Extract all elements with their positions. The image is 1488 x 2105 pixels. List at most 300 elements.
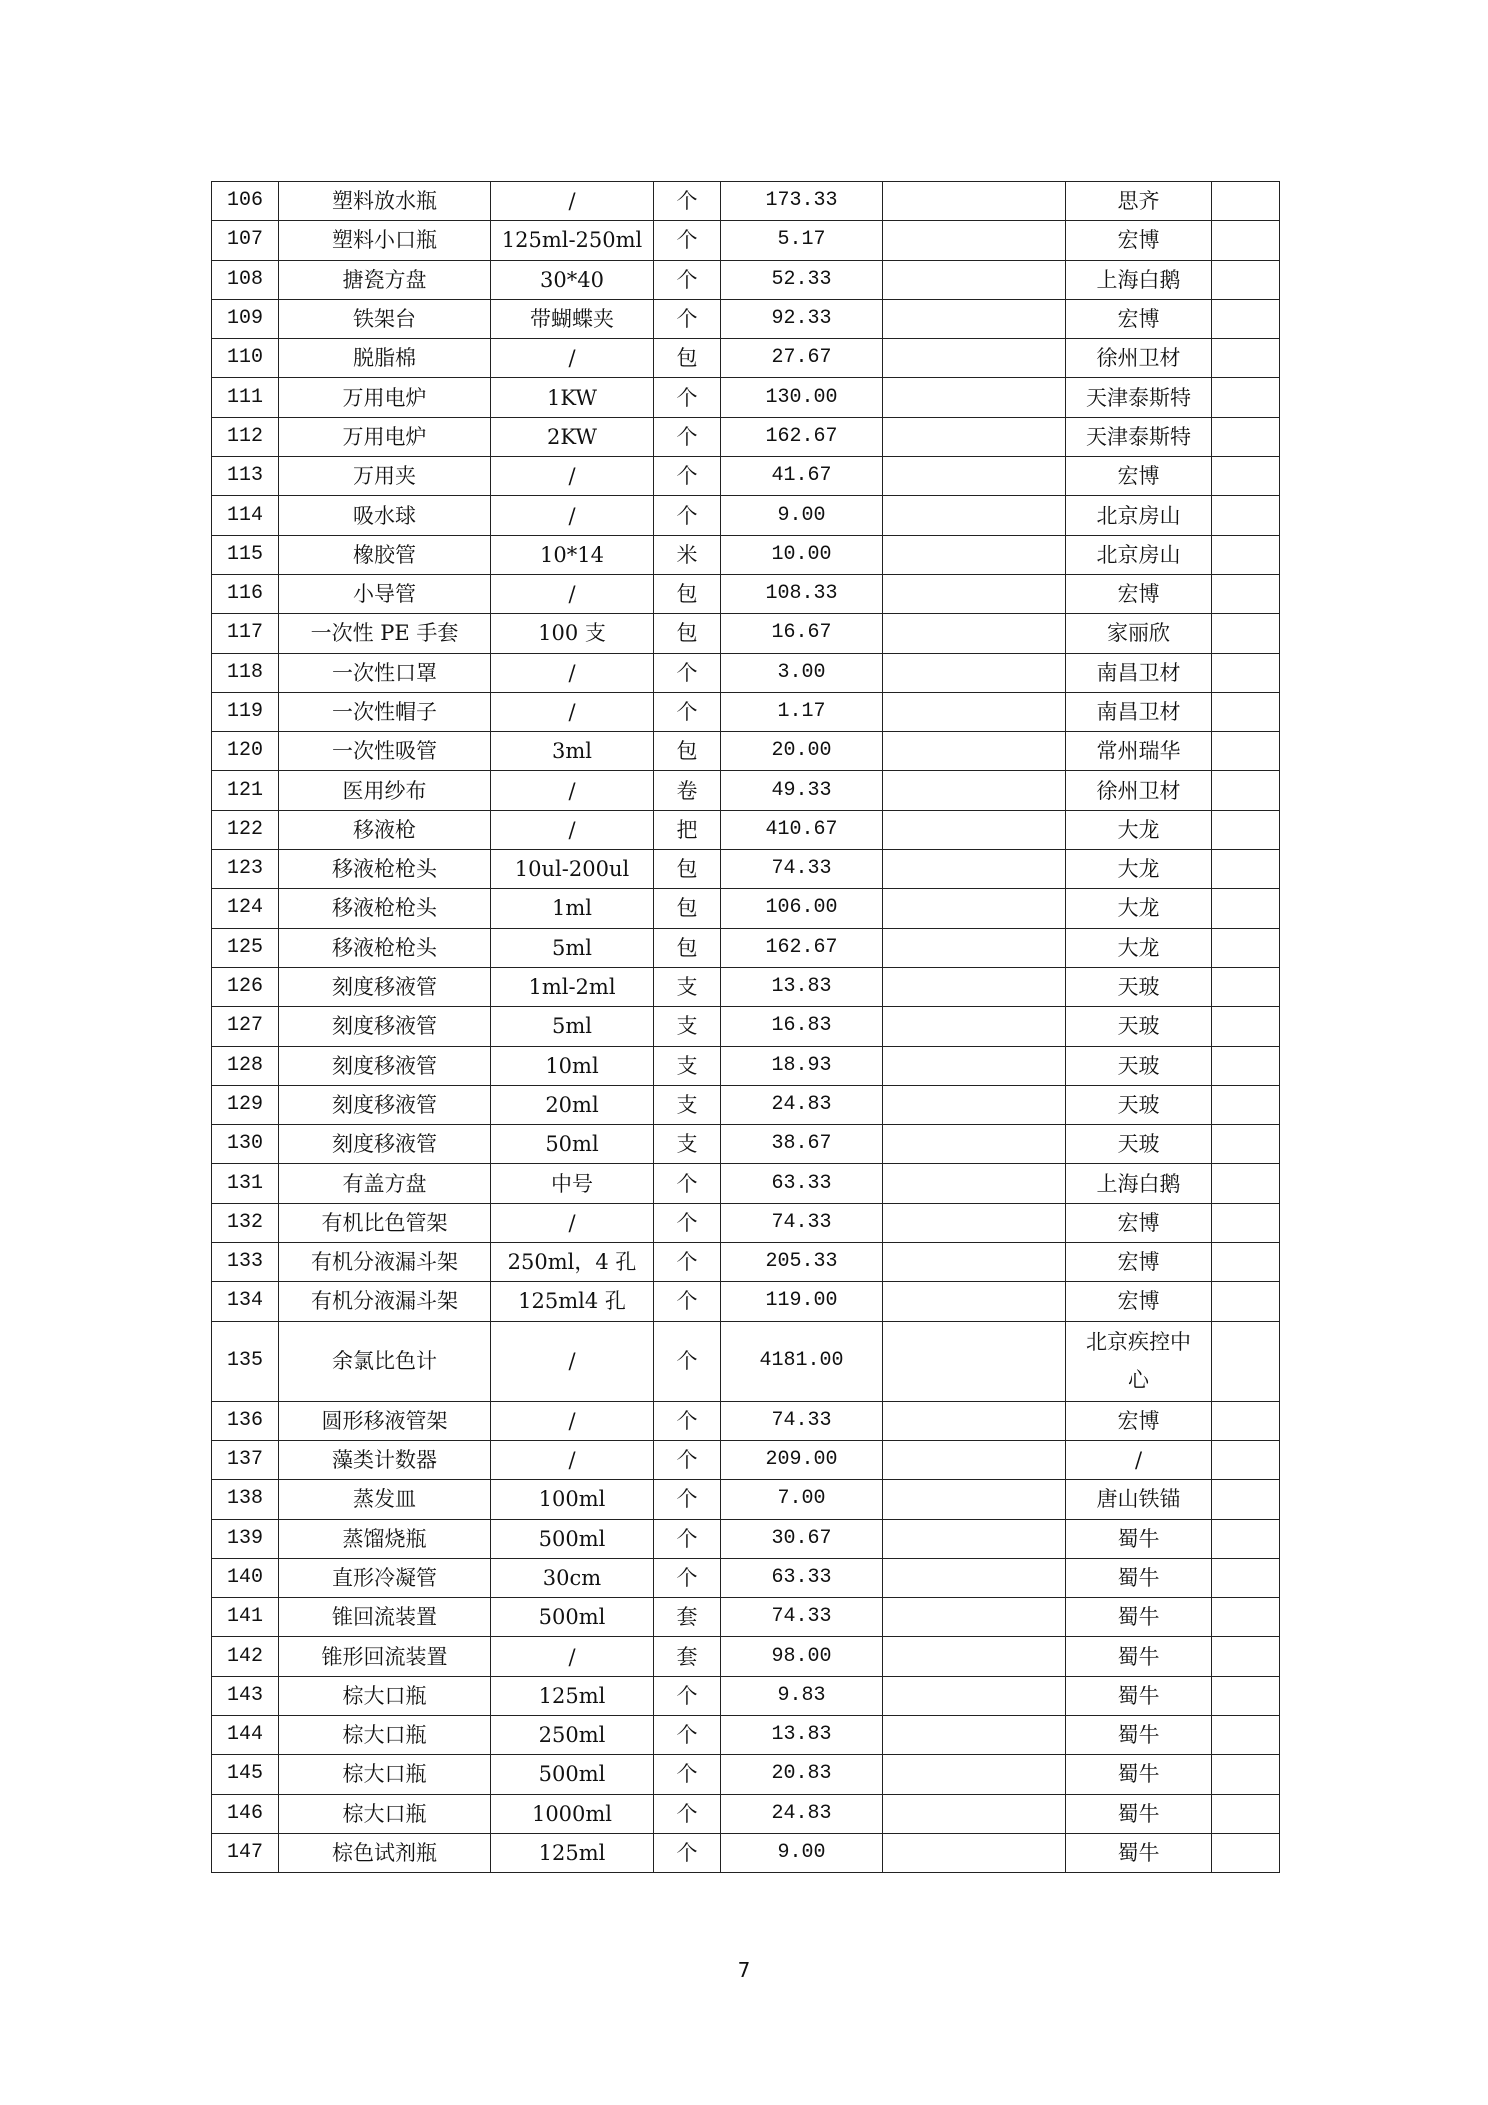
row-number-cell: 138 (212, 1480, 279, 1519)
row-number-cell: 129 (212, 1085, 279, 1124)
page-number: 7 (737, 1958, 751, 1982)
price-cell: 98.00 (721, 1637, 883, 1676)
empty-cell (1212, 1243, 1280, 1282)
empty-cell (1212, 1755, 1280, 1794)
price-cell: 10.00 (721, 535, 883, 574)
price-cell: 9.83 (721, 1676, 883, 1715)
manufacturer-cell: 南昌卫材 (1066, 653, 1212, 692)
blank-cell (883, 1046, 1066, 1085)
empty-cell (1212, 1637, 1280, 1676)
item-name-cell: 锥形回流装置 (279, 1637, 491, 1676)
blank-cell (883, 260, 1066, 299)
table-row (212, 1480, 1280, 1519)
empty-cell (1212, 1401, 1280, 1440)
price-cell: 52.33 (721, 260, 883, 299)
manufacturer-cell: 宏博 (1066, 1282, 1212, 1321)
spec-cell: 125ml (491, 1676, 654, 1715)
manufacturer-cell: 大龙 (1066, 889, 1212, 928)
manufacturer-cell: 北京房山 (1066, 535, 1212, 574)
table-row (212, 1046, 1280, 1085)
item-name-cell: 蒸馏烧瓶 (279, 1519, 491, 1558)
table-row (212, 1085, 1280, 1124)
price-cell: 108.33 (721, 574, 883, 613)
table-row (212, 692, 1280, 731)
item-name-cell: 蒸发皿 (279, 1480, 491, 1519)
empty-cell (1212, 1480, 1280, 1519)
empty-cell (1212, 1282, 1280, 1321)
item-name-cell: 一次性 PE 手套 (279, 614, 491, 653)
row-number-cell: 132 (212, 1203, 279, 1242)
row-number-cell: 127 (212, 1007, 279, 1046)
price-cell: 1.17 (721, 692, 883, 731)
empty-cell (1212, 339, 1280, 378)
empty-cell (1212, 574, 1280, 613)
unit-cell: 包 (654, 732, 721, 771)
row-number-cell: 143 (212, 1676, 279, 1715)
row-number-cell: 111 (212, 378, 279, 417)
spec-cell: 1KW (491, 378, 654, 417)
empty-cell (1212, 810, 1280, 849)
unit-cell: 把 (654, 810, 721, 849)
spec-cell: 100 支 (491, 614, 654, 653)
row-number-cell: 131 (212, 1164, 279, 1203)
table-row (212, 1164, 1280, 1203)
item-name-cell: 直形冷凝管 (279, 1558, 491, 1597)
table-row (212, 1203, 1280, 1242)
blank-cell (883, 1558, 1066, 1597)
spec-cell: 250ml，4 孔 (491, 1243, 654, 1282)
blank-cell (883, 299, 1066, 338)
spec-cell: 125ml4 孔 (491, 1282, 654, 1321)
spec-cell: 125ml (491, 1833, 654, 1872)
manufacturer-cell: 蜀牛 (1066, 1519, 1212, 1558)
table-row (212, 339, 1280, 378)
row-number-cell: 140 (212, 1558, 279, 1597)
row-number-cell: 141 (212, 1598, 279, 1637)
blank-cell (883, 1833, 1066, 1872)
table-row (212, 457, 1280, 496)
empty-cell (1212, 457, 1280, 496)
item-name-cell: 移液枪枪头 (279, 889, 491, 928)
manufacturer-cell: / (1066, 1440, 1212, 1479)
empty-cell (1212, 221, 1280, 260)
item-name-cell: 移液枪 (279, 810, 491, 849)
manufacturer-cell: 蜀牛 (1066, 1598, 1212, 1637)
blank-cell (883, 1637, 1066, 1676)
unit-cell: 个 (654, 378, 721, 417)
spec-cell: 125ml-250ml (491, 221, 654, 260)
table-row (212, 378, 1280, 417)
blank-cell (883, 1401, 1066, 1440)
spec-cell: 30*40 (491, 260, 654, 299)
manufacturer-cell: 宏博 (1066, 1401, 1212, 1440)
table-row (212, 1794, 1280, 1833)
unit-cell: 个 (654, 1558, 721, 1597)
unit-cell: 个 (654, 1715, 721, 1754)
price-cell: 74.33 (721, 1598, 883, 1637)
manufacturer-cell: 家丽欣 (1066, 614, 1212, 653)
table-row (212, 1401, 1280, 1440)
spec-cell: 5ml (491, 1007, 654, 1046)
row-number-cell: 110 (212, 339, 279, 378)
empty-cell (1212, 653, 1280, 692)
unit-cell: 个 (654, 299, 721, 338)
unit-cell: 包 (654, 889, 721, 928)
item-name-cell: 移液枪枪头 (279, 928, 491, 967)
spec-cell: 3ml (491, 732, 654, 771)
item-name-cell: 棕大口瓶 (279, 1676, 491, 1715)
manufacturer-cell: 徐州卫材 (1066, 339, 1212, 378)
spec-cell: 5ml (491, 928, 654, 967)
price-cell: 27.67 (721, 339, 883, 378)
unit-cell: 个 (654, 221, 721, 260)
spec-cell: 50ml (491, 1125, 654, 1164)
price-cell: 130.00 (721, 378, 883, 417)
empty-cell (1212, 417, 1280, 456)
unit-cell: 个 (654, 496, 721, 535)
item-name-cell: 搪瓷方盘 (279, 260, 491, 299)
blank-cell (883, 692, 1066, 731)
empty-cell (1212, 732, 1280, 771)
manufacturer-cell: 思齐 (1066, 182, 1212, 221)
row-number-cell: 118 (212, 653, 279, 692)
unit-cell: 个 (654, 1440, 721, 1479)
table-row (212, 614, 1280, 653)
empty-cell (1212, 850, 1280, 889)
row-number-cell: 125 (212, 928, 279, 967)
table-row (212, 653, 1280, 692)
blank-cell (883, 1282, 1066, 1321)
manufacturer-cell: 蜀牛 (1066, 1755, 1212, 1794)
table-row (212, 732, 1280, 771)
manufacturer-cell: 天津泰斯特 (1066, 417, 1212, 456)
blank-cell (883, 339, 1066, 378)
price-cell: 38.67 (721, 1125, 883, 1164)
item-name-cell: 锥回流装置 (279, 1598, 491, 1637)
item-name-cell: 铁架台 (279, 299, 491, 338)
row-number-cell: 116 (212, 574, 279, 613)
table-body (212, 182, 1280, 1873)
item-name-cell: 棕大口瓶 (279, 1794, 491, 1833)
item-name-cell: 有机分液漏斗架 (279, 1243, 491, 1282)
price-cell: 92.33 (721, 299, 883, 338)
unit-cell: 个 (654, 1243, 721, 1282)
empty-cell (1212, 299, 1280, 338)
unit-cell: 支 (654, 1125, 721, 1164)
row-number-cell: 122 (212, 810, 279, 849)
table-row (212, 1558, 1280, 1597)
blank-cell (883, 1598, 1066, 1637)
unit-cell: 支 (654, 1085, 721, 1124)
table-row (212, 574, 1280, 613)
row-number-cell: 119 (212, 692, 279, 731)
item-name-cell: 有机分液漏斗架 (279, 1282, 491, 1321)
price-cell: 74.33 (721, 850, 883, 889)
empty-cell (1212, 1007, 1280, 1046)
unit-cell: 个 (654, 653, 721, 692)
item-name-cell: 刻度移液管 (279, 1007, 491, 1046)
item-name-cell: 吸水球 (279, 496, 491, 535)
empty-cell (1212, 260, 1280, 299)
item-name-cell: 棕大口瓶 (279, 1755, 491, 1794)
table-row (212, 1243, 1280, 1282)
row-number-cell: 123 (212, 850, 279, 889)
spec-cell: 100ml (491, 1480, 654, 1519)
row-number-cell: 115 (212, 535, 279, 574)
manufacturer-cell: 天玻 (1066, 1007, 1212, 1046)
item-name-cell: 一次性口罩 (279, 653, 491, 692)
manufacturer-cell: 宏博 (1066, 574, 1212, 613)
manufacturer-cell: 天玻 (1066, 1046, 1212, 1085)
price-cell: 49.33 (721, 771, 883, 810)
blank-cell (883, 1794, 1066, 1833)
item-name-cell: 棕色试剂瓶 (279, 1833, 491, 1872)
empty-cell (1212, 1321, 1280, 1401)
empty-cell (1212, 1440, 1280, 1479)
table-row (212, 182, 1280, 221)
table-row (212, 417, 1280, 456)
row-number-cell: 126 (212, 967, 279, 1006)
price-cell: 30.67 (721, 1519, 883, 1558)
spec-cell: 2KW (491, 417, 654, 456)
price-cell: 162.67 (721, 928, 883, 967)
price-cell: 209.00 (721, 1440, 883, 1479)
row-number-cell: 147 (212, 1833, 279, 1872)
row-number-cell: 117 (212, 614, 279, 653)
row-number-cell: 146 (212, 1794, 279, 1833)
row-number-cell: 107 (212, 221, 279, 260)
unit-cell: 包 (654, 574, 721, 613)
blank-cell (883, 1164, 1066, 1203)
empty-cell (1212, 928, 1280, 967)
price-cell: 24.83 (721, 1085, 883, 1124)
spec-cell: / (491, 182, 654, 221)
row-number-cell: 112 (212, 417, 279, 456)
row-number-cell: 145 (212, 1755, 279, 1794)
empty-cell (1212, 614, 1280, 653)
spec-cell: 250ml (491, 1715, 654, 1754)
price-cell: 119.00 (721, 1282, 883, 1321)
spec-cell: 10ul-200ul (491, 850, 654, 889)
manufacturer-cell: 蜀牛 (1066, 1715, 1212, 1754)
spec-cell: / (491, 339, 654, 378)
manufacturer-cell: 上海白鹅 (1066, 1164, 1212, 1203)
unit-cell: 包 (654, 928, 721, 967)
item-name-cell: 塑料放水瓶 (279, 182, 491, 221)
row-number-cell: 120 (212, 732, 279, 771)
blank-cell (883, 1085, 1066, 1124)
unit-cell: 卷 (654, 771, 721, 810)
row-number-cell: 135 (212, 1321, 279, 1401)
blank-cell (883, 535, 1066, 574)
table-row (212, 967, 1280, 1006)
price-cell: 18.93 (721, 1046, 883, 1085)
price-cell: 20.00 (721, 732, 883, 771)
price-cell: 16.83 (721, 1007, 883, 1046)
empty-cell (1212, 1598, 1280, 1637)
spec-cell: / (491, 574, 654, 613)
blank-cell (883, 457, 1066, 496)
table-row (212, 850, 1280, 889)
empty-cell (1212, 1519, 1280, 1558)
row-number-cell: 137 (212, 1440, 279, 1479)
row-number-cell: 114 (212, 496, 279, 535)
table-row (212, 771, 1280, 810)
spec-cell: / (491, 496, 654, 535)
blank-cell (883, 732, 1066, 771)
table-row (212, 1755, 1280, 1794)
row-number-cell: 113 (212, 457, 279, 496)
manufacturer-cell: 北京房山 (1066, 496, 1212, 535)
empty-cell (1212, 1558, 1280, 1597)
price-cell: 173.33 (721, 182, 883, 221)
unit-cell: 个 (654, 457, 721, 496)
table-row (212, 1321, 1280, 1401)
price-cell: 24.83 (721, 1794, 883, 1833)
item-name-cell: 万用电炉 (279, 417, 491, 456)
spec-cell: / (491, 457, 654, 496)
price-cell: 41.67 (721, 457, 883, 496)
blank-cell (883, 653, 1066, 692)
price-cell: 410.67 (721, 810, 883, 849)
row-number-cell: 134 (212, 1282, 279, 1321)
unit-cell: 个 (654, 1676, 721, 1715)
blank-cell (883, 1007, 1066, 1046)
spec-cell: / (491, 1637, 654, 1676)
blank-cell (883, 1519, 1066, 1558)
blank-cell (883, 1755, 1066, 1794)
price-cell: 9.00 (721, 496, 883, 535)
empty-cell (1212, 378, 1280, 417)
manufacturer-cell: 北京疾控中心 (1066, 1321, 1212, 1401)
blank-cell (883, 1480, 1066, 1519)
manufacturer-cell: 蜀牛 (1066, 1676, 1212, 1715)
manufacturer-cell: 唐山铁锚 (1066, 1480, 1212, 1519)
row-number-cell: 133 (212, 1243, 279, 1282)
spec-cell: 1000ml (491, 1794, 654, 1833)
unit-cell: 包 (654, 339, 721, 378)
price-cell: 7.00 (721, 1480, 883, 1519)
price-cell: 162.67 (721, 417, 883, 456)
unit-cell: 套 (654, 1598, 721, 1637)
unit-cell: 个 (654, 692, 721, 731)
row-number-cell: 130 (212, 1125, 279, 1164)
empty-cell (1212, 1676, 1280, 1715)
item-name-cell: 脱脂棉 (279, 339, 491, 378)
spec-cell: 10ml (491, 1046, 654, 1085)
row-number-cell: 136 (212, 1401, 279, 1440)
item-name-cell: 棕大口瓶 (279, 1715, 491, 1754)
manufacturer-cell: 蜀牛 (1066, 1794, 1212, 1833)
price-cell: 63.33 (721, 1558, 883, 1597)
item-name-cell: 小导管 (279, 574, 491, 613)
spec-cell: 500ml (491, 1519, 654, 1558)
item-name-cell: 余氯比色计 (279, 1321, 491, 1401)
manufacturer-cell: 蜀牛 (1066, 1833, 1212, 1872)
spec-cell: 10*14 (491, 535, 654, 574)
row-number-cell: 128 (212, 1046, 279, 1085)
spec-cell: 1ml (491, 889, 654, 928)
unit-cell: 个 (654, 1164, 721, 1203)
manufacturer-cell: 宏博 (1066, 457, 1212, 496)
item-name-cell: 刻度移液管 (279, 1125, 491, 1164)
spec-cell: / (491, 692, 654, 731)
unit-cell: 包 (654, 614, 721, 653)
spec-cell: 带蝴蝶夹 (491, 299, 654, 338)
manufacturer-cell: 天玻 (1066, 1125, 1212, 1164)
table-row (212, 1676, 1280, 1715)
price-cell: 20.83 (721, 1755, 883, 1794)
empty-cell (1212, 692, 1280, 731)
empty-cell (1212, 1164, 1280, 1203)
table-row (212, 1715, 1280, 1754)
spec-cell: 1ml-2ml (491, 967, 654, 1006)
spec-cell: / (491, 1321, 654, 1401)
empty-cell (1212, 182, 1280, 221)
price-cell: 106.00 (721, 889, 883, 928)
manufacturer-cell: 蜀牛 (1066, 1558, 1212, 1597)
manufacturer-cell: 宏博 (1066, 299, 1212, 338)
blank-cell (883, 574, 1066, 613)
blank-cell (883, 417, 1066, 456)
spec-cell: / (491, 1440, 654, 1479)
spec-cell: 20ml (491, 1085, 654, 1124)
unit-cell: 个 (654, 1321, 721, 1401)
blank-cell (883, 182, 1066, 221)
price-cell: 13.83 (721, 1715, 883, 1754)
unit-cell: 个 (654, 260, 721, 299)
unit-cell: 支 (654, 1007, 721, 1046)
row-number-cell: 142 (212, 1637, 279, 1676)
empty-cell (1212, 496, 1280, 535)
manufacturer-cell: 大龙 (1066, 850, 1212, 889)
table-row (212, 928, 1280, 967)
price-cell: 63.33 (721, 1164, 883, 1203)
manufacturer-cell: 南昌卫材 (1066, 692, 1212, 731)
blank-cell (883, 928, 1066, 967)
manufacturer-cell: 大龙 (1066, 810, 1212, 849)
table-row (212, 1282, 1280, 1321)
blank-cell (883, 810, 1066, 849)
price-cell: 3.00 (721, 653, 883, 692)
manufacturer-cell: 宏博 (1066, 1243, 1212, 1282)
item-name-cell: 万用电炉 (279, 378, 491, 417)
spec-cell: 30cm (491, 1558, 654, 1597)
manufacturer-cell: 蜀牛 (1066, 1637, 1212, 1676)
spec-cell: / (491, 1203, 654, 1242)
empty-cell (1212, 1833, 1280, 1872)
unit-cell: 个 (654, 1480, 721, 1519)
unit-cell: 个 (654, 1794, 721, 1833)
row-number-cell: 144 (212, 1715, 279, 1754)
manufacturer-cell: 常州瑞华 (1066, 732, 1212, 771)
empty-cell (1212, 967, 1280, 1006)
spec-cell: 500ml (491, 1755, 654, 1794)
blank-cell (883, 1440, 1066, 1479)
item-name-cell: 圆形移液管架 (279, 1401, 491, 1440)
blank-cell (883, 1243, 1066, 1282)
unit-cell: 米 (654, 535, 721, 574)
empty-cell (1212, 1203, 1280, 1242)
spec-cell: / (491, 810, 654, 849)
row-number-cell: 121 (212, 771, 279, 810)
spec-cell: / (491, 653, 654, 692)
blank-cell (883, 967, 1066, 1006)
blank-cell (883, 1203, 1066, 1242)
table-row (212, 1598, 1280, 1637)
unit-cell: 个 (654, 1519, 721, 1558)
unit-cell: 个 (654, 1755, 721, 1794)
